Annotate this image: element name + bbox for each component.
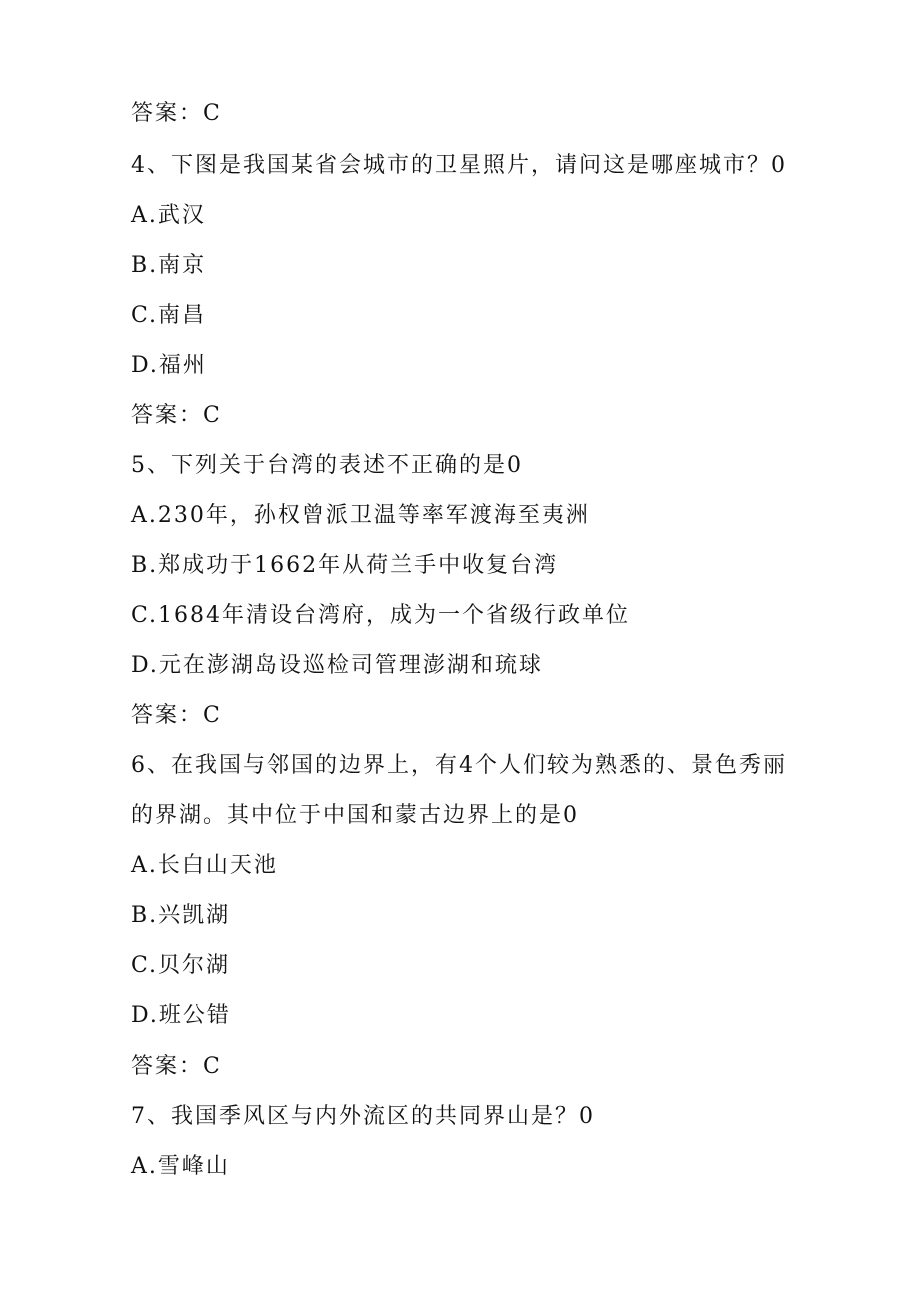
option-line: A.230年，孙权曾派卫温等率军渡海至夷洲 (131, 503, 590, 528)
option-line: C.1684年清设台湾府，成为一个省级行政单位 (131, 603, 631, 628)
option-line: C.南昌 (131, 303, 207, 328)
option-line: B.南京 (131, 253, 207, 278)
question-line: 6、在我国与邻国的边界上，有4个人们较为熟悉的、景色秀丽 (131, 753, 787, 778)
answer-line: 答案：C (131, 101, 222, 126)
answer-line: 答案：C (131, 1054, 222, 1079)
option-line: A.武汉 (131, 203, 206, 228)
question-line: 7、我国季风区与内外流区的共同界山是？0 (131, 1104, 595, 1129)
option-line: B.郑成功于1662年从荷兰手中收复台湾 (131, 553, 559, 578)
option-line: D.班公错 (131, 1003, 231, 1028)
question-line: 5、下列关于台湾的表述不正确的是0 (131, 453, 523, 478)
option-line: B.兴凯湖 (131, 903, 231, 928)
option-line: D.元在澎湖岛设巡检司管理澎湖和琉球 (131, 653, 543, 678)
option-line: A.长白山天池 (131, 853, 278, 878)
option-line: D.福州 (131, 353, 207, 378)
option-line: C.贝尔湖 (131, 953, 231, 978)
question-line: 4、下图是我国某省会城市的卫星照片，请问这是哪座城市？0 (131, 153, 787, 178)
answer-line: 答案：C (131, 703, 222, 728)
question-line: 的界湖。其中位于中国和蒙古边界上的是0 (131, 803, 579, 828)
option-line: A.雪峰山 (131, 1154, 230, 1179)
answer-line: 答案：C (131, 403, 222, 428)
